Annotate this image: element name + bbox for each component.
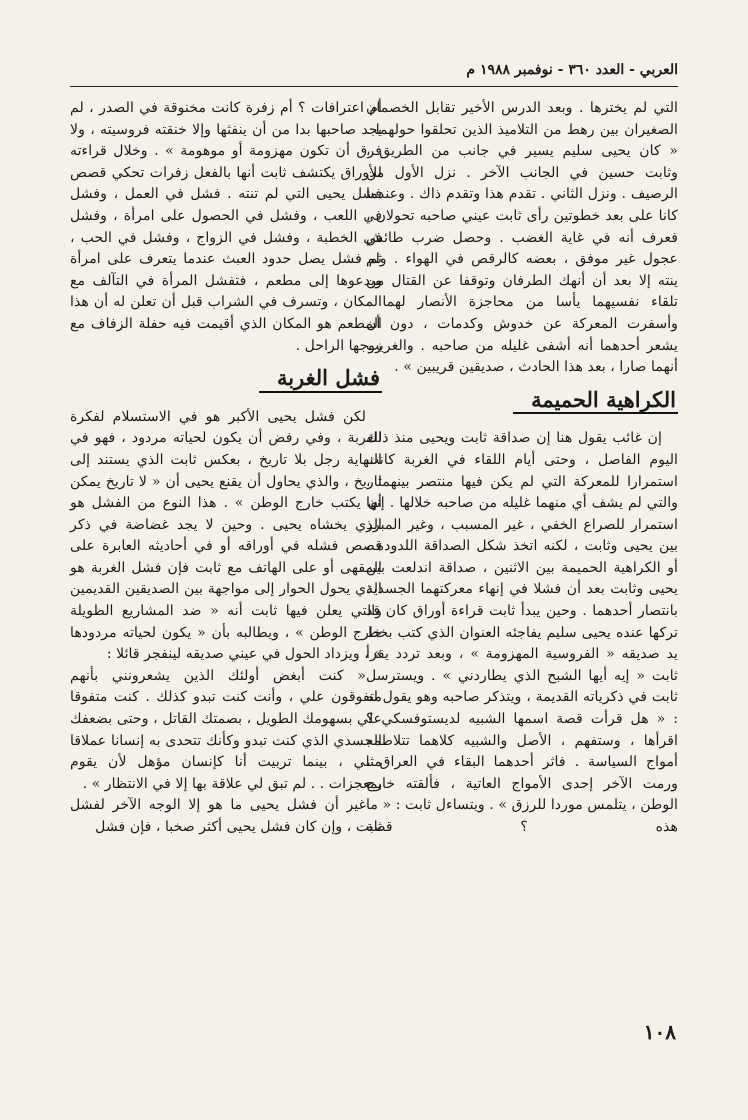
paragraph: غير أن فشل يحيى ما هو إلا الوجه الآخر لفشل ثابت ، وإن كان فشل يحيى أكثر صخبا ، فإن فشل: [70, 797, 382, 835]
quote-paragraph: « كنت أبغض أولئك الذين يشعرونني بأنهم متفوقون علي ، وأنت كنت تبدو كذلك . كنت متفوقا علي بسهومك الطويل ، بصمتك القاتل ، وحتى بضعفك الجسدي الذي كنت تبدو وكأنك تتحدى به إنسانا عملاقا مثلي ، بينما تربيت أنا كإنسان مؤهل لأن يقوم بمعجزات . . لم تبق لي علاقة بها إلا في الانتظار » .: [70, 667, 382, 792]
section-heading: الكراهية الحميمة: [513, 389, 678, 415]
left-column: [70, 98, 382, 839]
paragraph: إن غائب يقول هنا إن صداقة ثابت ويحيى منذ ذلك اليوم الفاصل ، وحتى أيام اللقاء في الغربة كانت استمرارا للمعركة التي لم يكن فيها منتصر بينهما ، والتي لم يشف أي منهما غليله من صاحبه خلالها . إنها استمرار للصراع الخفي ، غير المسبب ، وغير المبرر بين يحيى وثابت ، لكنه اتخذ شكل الصداقة اللدودة ، أو الكراهية الحميمة بين الاثنين ، صداقة اندلعت بين يحيى وثابت بعد أن فشلا في إنهاء معركتهما الجسدية بانتصار أحدهما . وحين يبدأ ثابت قراءة أوراق كان قد تركها عنده يحيى سليم يفاجئه العنوان الذي كتب بخط يد صديقه « الفروسية المهزومة » ، وبعد تردد يقرأ ثابت « إيه أيها الشبح الذي يطاردني » . ويسترسل ثابت في ذكرياته القديمة ، ويتذكر صاحبه وهو يقول له : « هل قرأت قصة اسمها الشبيه لديستوفسكي ؟ اقرأها ، وستفهم ، الأصل والشبيه كلاهما تتلاطمه أمواج السياسة . فاثر أحدهما البقاء في العراق ، ورمت الآخر إحدى الأمواج العاتية ، فألقته خارج الوطن ، يتلمس موردا للرزق » . ويتساءل ثابت : « ما هذه ؟ قصة: [366, 430, 678, 835]
page-number: ١٠٨: [643, 1020, 676, 1044]
paragraph: أم اعترافات ؟ أم زفرة كانت مخنوقة في الصدر ، لم يجد صاحبها بدا من أن ينفثها وإلا خنقته فروسيته ، ولا فرق أن تكون مهزومة أو موهومة » . وخلال قراءته للأوراق يكتشف ثابت أنها بالفعل زفرات تحكي قصص فشل يحيى التي لم تنته . فشل في العمل ، وفشل في اللعب ، وفشل في الحصول على امرأة ، وفشل في الخطبة ، وفشل في الزواج ، وفشل في الحب ، ثم فشل يصل حدود العبث عندما يتعرف على امرأة ويدعوها إلى مطعم ، فتفشل المرأة في التآلف مع المكان ، وتسرف في الشراب قبل أن تعلن له أن هذا المطعم هو المكان الذي أقيمت فيه حفلة الزفاف مع زوجها الراحل .: [70, 100, 382, 354]
paragraph: التي لم يخترها . وبعد الدرس الأخير تقابل الخصمان الصغيران بين رهط من التلاميذ الذين تحلقوا حولهما . « كان يحيى سليم يسير في جانب من الطريق ، وثابت حسين في الجانب الآخر . نزل الأول من الرصيف . ونزل الثاني . تقدم هذا وتقدم ذاك . وعندما كانا على بعد خطوتين رأى ثابت عيني صاحبه تحولان ، فعرف أنه في غاية الغضب . وحصل ضرب طائش عجول غير موفق ، بعضه كالرقص في الهواء . ولم ينته إلا بعد أن أنهك الطرفان وتوقفا عن القتال من تلقاء نفسيهما يأسا من محاجزة الأنصار لهما . وأسفرت المعركة عن خدوش وكدمات ، دون أن يشعر أحدهما أنه أشفى غليله من صاحبه . والغريب أنهما صارا ، بعد هذا الحادث ، صديقين قريبين » .: [366, 100, 678, 376]
paragraph: لكن فشل يحيى الأكبر هو في الاستسلام لفكرة الغربة ، وفي رفض أن يكون لحياته مردود ، فهو في النهاية رجل بلا تاريخ ، بعكس ثابت الذي يستند إلى تاريخ ، والذي يحاول أن يقنع يحيى أن « لا تاريخ يمكن أن يكتب خارج الوطن » . هذا النوع من الفشل هو الذي يخشاه يحيى . وحين لا يجد غضاضة في ذكر قصص فشله في أوراقه أو في أحاديثه العابرة على المقهى أو على الهاتف مع ثابت فإن فشل الغربة هو الذي يحول الحوار إلى مواجهة بين الصديقين القديمين والتي يعلن فيها ثابت أنه « ضد المشاريع الطويلة خارج الوطن » ، ويطالبه بأن « يكون لحياته مردودها » ، ويزداد الحول في عيني صديقه لينفجر قائلا :: [70, 408, 382, 663]
section-heading-wrap: [70, 367, 382, 393]
right-column: [366, 98, 678, 839]
header-rule: [70, 86, 678, 87]
section-heading-wrap: [366, 386, 678, 415]
section-heading: فشل الغربة: [259, 367, 382, 393]
running-header: العربي - العدد ٣٦٠ - نوفمبر ١٩٨٨ م: [466, 62, 678, 78]
